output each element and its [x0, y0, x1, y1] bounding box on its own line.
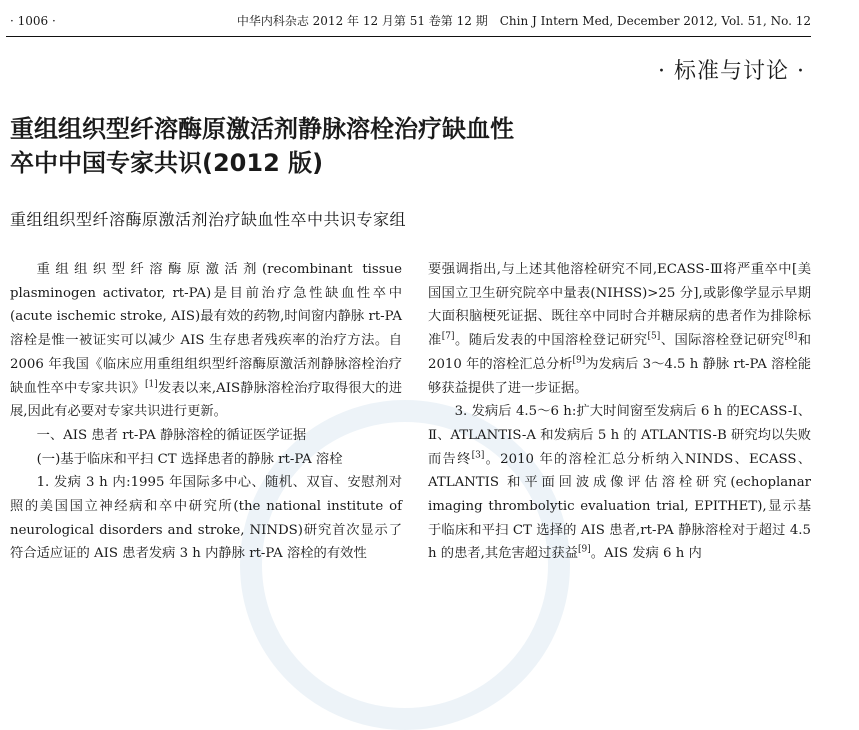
cont-text-d: 和 2010 年的溶栓汇总分析: [428, 333, 812, 372]
para3-text-a: 3. 发病后 4.5～6 h:扩大时间窗至发病后 6 h 的ECASS-Ⅰ、Ⅱ、ATLANTIS-A 和发病后 5 h 的 ATLANTIS-B 研究均以失败而告终: [428, 404, 811, 467]
para3-text-b: 。2010 年的溶栓汇总分析纳入NINDS、ECASS、ATLANTIS 和平面回波成像评估溶栓研究(echoplanar imaging thrombolytic evaluation trial, EPITHET),显示基于临床和平扫 CT 选择的 AIS 患者,rt-PA 静脉溶栓对于超过 4.5 h 的患者,其危害超过获益: [428, 451, 812, 562]
continued-paragraph: [428, 258, 811, 400]
reference-mark[interactable]: [8]: [784, 331, 798, 342]
intro-paragraph: [10, 258, 402, 424]
reference-mark[interactable]: [1]: [144, 379, 158, 390]
author-group: 重组组织型纤溶酶原激活剂治疗缺血性卒中共识专家组: [10, 210, 407, 229]
reference-mark[interactable]: [9]: [578, 545, 591, 556]
cont-text-c: 、国际溶栓登记研究: [660, 333, 785, 349]
page-number: · 1006 ·: [10, 14, 56, 28]
header-rule: [6, 36, 811, 37]
cont-text-e: 为发病后 3～4.5 h 静脉 rt-PA 溶栓能够获益提供了进一步证据。: [428, 356, 811, 396]
column-label: · 标准与讨论 ·: [658, 59, 805, 84]
intro-text: 重组组织型纤溶酶原激活剂(recombinant tissue plasminogen activator, rt-PA)是目前治疗急性缺血性卒中(acute ischemic stroke, AIS)最有效的药物,时间窗内静脉 rt-PA溶栓是惟一被证实可以减少 AIS 生存患者残疾率的治疗方法。自 2006 年我国《临床应用重组组织型纤溶酶原激活剂静脉溶栓治疗缺血性卒中专家共识》: [10, 262, 402, 396]
section-heading-1: 一、AIS 患者 rt-PA 静脉溶栓的循证医学证据: [36, 427, 307, 443]
journal-info: 中华内科杂志 2012 年 12 月第 51 卷第 12 期 Chin J Intern Med, December 2012, Vol. 51, No. 12: [236, 14, 811, 28]
intro-text-2: 发表以来,AIS静脉溶栓治疗取得很大的进展,因此有必要对专家共识进行更新。: [10, 380, 402, 420]
paragraph-4-5-6h: [428, 400, 811, 566]
left-column: [10, 258, 402, 566]
paragraph-3h: 1. 发病 3 h 内:1995 年国际多中心、随机、双盲、安慰剂对照的美国国立神经病和卒中研究所(the national institute of neurological disorders and stroke, NINDS)研究首次显示了符合适应证的 AIS 患者发病 3 h 内静脉 rt-PA 溶栓的有效性: [10, 475, 402, 562]
reference-mark[interactable]: [3]: [471, 450, 485, 461]
reference-mark[interactable]: [5]: [647, 331, 661, 342]
right-column: [428, 258, 811, 566]
reference-mark[interactable]: [7]: [441, 331, 455, 342]
reference-mark[interactable]: [9]: [572, 355, 586, 366]
cont-text-a: 要强调指出,与上述其他溶栓研究不同,ECASS-Ⅲ将严重卒中[美国国立卫生研究院卒中量表(NIHSS)>25 分],或影像学显示早期大面积脑梗死证据、既往卒中同时合并糖尿病的患者作为排除标准: [428, 262, 811, 349]
article-title: [10, 112, 650, 180]
title-line-2: 卒中中国专家共识(2012 版): [10, 149, 324, 177]
title-line-1: 重组组织型纤溶酶原激活剂静脉溶栓治疗缺血性: [10, 115, 514, 143]
section-heading-2: (一)基于临床和平扫 CT 选择患者的静脉 rt-PA 溶栓: [36, 451, 343, 467]
para3-text-c: 。AIS 发病 6 h 内: [590, 546, 702, 562]
cont-text-b: 。随后发表的中国溶栓登记研究: [454, 333, 648, 349]
running-head: [0, 10, 859, 32]
